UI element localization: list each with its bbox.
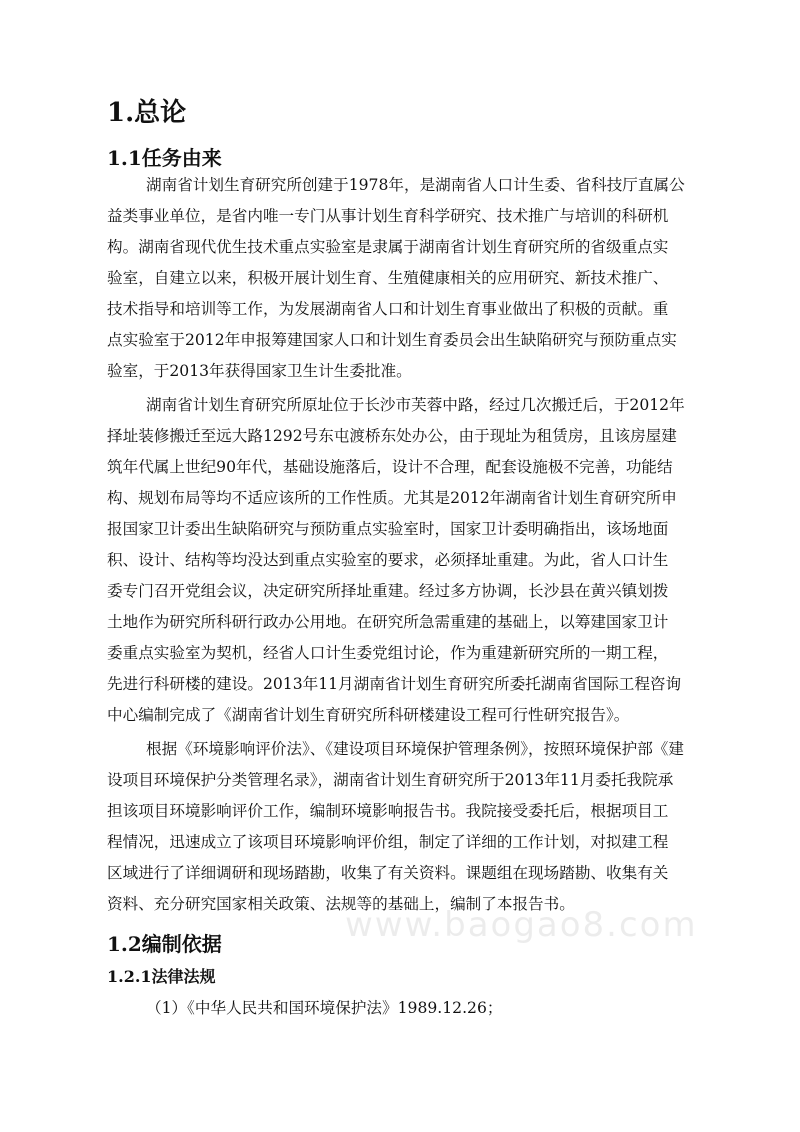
paragraph-line: 择址装修搬迁至远大路1292号东屯渡桥东处办公，由于现址为租赁房，且该房屋建 (107, 427, 677, 445)
list-item: （1）《中华人民共和国环境保护法》1989.12.26； (146, 999, 503, 1017)
paragraph-line: 土地作为研究所科研行政办公用地。在研究所急需重建的基础上，以筹建国家卫计 (107, 613, 669, 631)
paragraph-line: 湖南省计划生育研究所创建于1978年，是湖南省人口计生委、省科技厅直属公 (146, 176, 685, 194)
paragraph-2 (107, 390, 695, 731)
paragraph-line: 程情况，迅速成立了该项目环境影响评价组，制定了详细的工作计划，对拟建工程 (107, 833, 669, 851)
paragraph-line: 委重点实验室为契机，经省人口计生委党组讨论，作为重建新研究所的一期工程， (107, 644, 669, 662)
paragraph-line: 根据《环境影响评价法》、《建设项目环境保护管理条例》，按照环境保护部《建 (146, 740, 684, 758)
paragraph-line: 构、规划布局等均不适应该所的工作性质。尤其是2012年湖南省计划生育研究所申 (107, 489, 677, 507)
paragraph-1 (107, 170, 695, 387)
paragraph-line: 验室，于2013年获得国家卫生计生委批准。 (107, 362, 412, 380)
paragraph-line: 设项目环境保护分类管理名录》，湖南省计划生育研究所于2013年11月委托我院承 (107, 771, 674, 789)
paragraph-line: 委专门召开党组会议，决定研究所择址重建。经过多方协调，长沙县在黄兴镇划拨 (107, 582, 669, 600)
paragraph-line: 技术指导和培训等工作，为发展湖南省人口和计划生育事业做出了积极的贡献。重 (107, 300, 669, 318)
heading-1-2-1-laws-regulations: 1.2.1法律法规 (107, 967, 216, 986)
paragraph-line: 担该项目环境影响评价工作，编制环境影响报告书。我院接受委托后，根据项目工 (107, 802, 669, 820)
paragraph-line: 筑年代属上世纪90年代，基础设施落后，设计不合理，配套设施极不完善，功能结 (107, 458, 673, 476)
paragraph-line: 区域进行了详细调研和现场踏勘，收集了有关资料。课题组在现场踏勘、收集有关 (107, 864, 669, 882)
paragraph-line: 湖南省计划生育研究所原址位于长沙市芙蓉中路，经过几次搬迁后，于2012年 (146, 396, 685, 414)
watermark-text: www.baogao8.com (345, 905, 698, 945)
paragraph-line: 益类事业单位，是省内唯一专门从事计划生育科学研究、技术推广与培训的科研机 (107, 207, 669, 225)
heading-1-1-task-origin: 1.1任务由来 (107, 146, 222, 170)
paragraph-3 (107, 734, 695, 920)
paragraph-line: 资料、充分研究国家相关政策、法规等的基础上，编制了本报告书。 (107, 895, 575, 913)
paragraph-line: 先进行科研楼的建设。2013年11月湖南省计划生育研究所委托湖南省国际工程咨询 (107, 675, 682, 693)
paragraph-line: 中心编制完成了《湖南省计划生育研究所科研楼建设工程可行性研究报告》。 (107, 706, 630, 724)
paragraph-line: 报国家卫计委出生缺陷研究与预防重点实验室时，国家卫计委明确指出，该场地面 (107, 520, 669, 538)
paragraph-line: 构。湖南省现代优生技术重点实验室是隶属于湖南省计划生育研究所的省级重点实 (107, 238, 669, 256)
paragraph-line: 验室，自建立以来，积极开展计划生育、生殖健康相关的应用研究、新技术推广、 (107, 269, 669, 287)
heading-1-overview: 1.总论 (107, 98, 187, 128)
heading-1-2-compilation-basis: 1.2编制依据 (107, 932, 222, 956)
paragraph-line: 积、设计、结构等均没达到重点实验室的要求，必须择址重建。为此，省人口计生 (107, 551, 669, 569)
paragraph-line: 点实验室于2012年申报筹建国家人口和计划生育委员会出生缺陷研究与预防重点实 (107, 331, 677, 349)
